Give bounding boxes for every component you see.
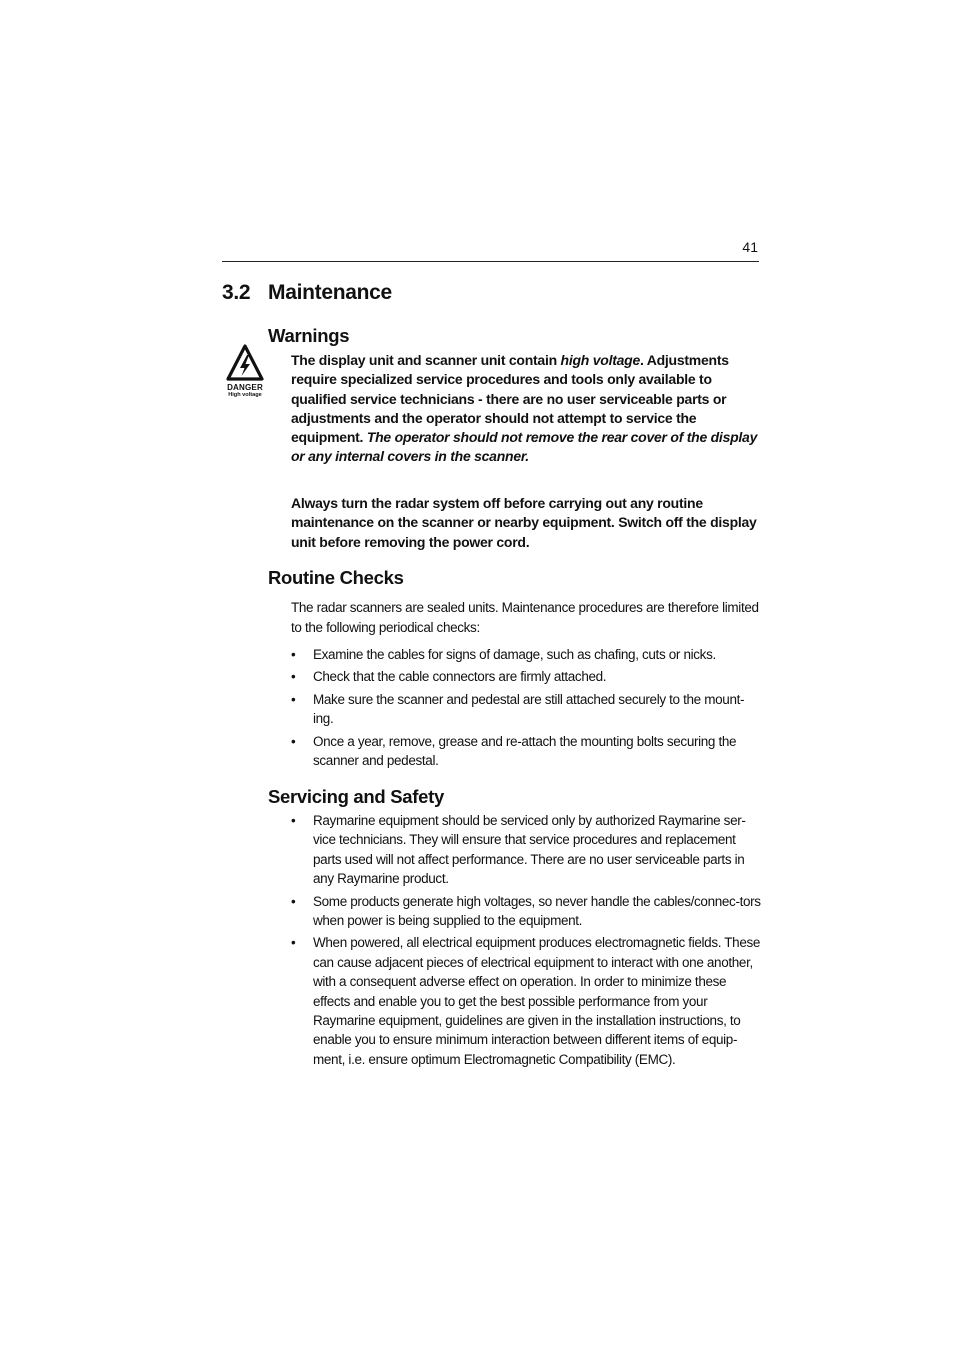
list-item: • When powered, all electrical equipment produces electromagnetic fields. These can cause adjacent pieces of electrical equipment to interact with one another, with a consequent adverse effect on operation. In order to minimize these effects and enable you to get the best possible performance from your Raymarine equipment, guidelines are given in the installation instructions, to enable you to ensure minimum interaction between different items of equip-ment, i.e. ensure optimum Electromagnetic Compatibility (EMC). — [291, 933, 761, 1069]
section-title-text: Maintenance — [268, 281, 392, 304]
warning-emphasis: high voltage — [560, 352, 640, 368]
warning-emphasis: The operator should not remove the rear cover of the display or any internal covers in the scanner. — [291, 429, 758, 465]
warnings-heading: Warnings — [268, 325, 350, 346]
section-title — [222, 281, 392, 305]
routine-checks-heading: Routine Checks — [268, 567, 404, 588]
high-voltage-label: High voltage — [228, 392, 262, 398]
list-item: • Once a year, remove, grease and re-attach the mounting bolts securing the scanner and pedestal. — [291, 732, 761, 771]
list-item: • Some products generate high voltages, so never handle the cables/connec-tors when power is being supplied to the equipment. — [291, 892, 761, 931]
warning-paragraph-2: Always turn the radar system off before carrying out any routine maintenance on the scanner or nearby equipment. Switch off the display unit before removing the power cord. — [291, 495, 757, 550]
header-rule — [222, 261, 759, 262]
routine-checks-list — [291, 645, 761, 773]
servicing-safety-heading: Servicing and Safety — [268, 786, 444, 807]
danger-label: DANGER — [227, 383, 263, 392]
routine-checks-intro: The radar scanners are sealed units. Maintenance procedures are therefore limited to the following periodical checks: — [291, 600, 759, 635]
servicing-safety-list — [291, 811, 761, 1072]
list-item: • Raymarine equipment should be serviced only by authorized Raymarine ser-vice technicians. They will ensure that service procedures and replacement parts used will not affect performance. There are no user serviceable parts in any Raymarine product. — [291, 811, 761, 889]
warning-text: The display unit and scanner unit contain — [291, 352, 561, 368]
warning-paragraph-1 — [291, 351, 763, 467]
page-number: 41 — [742, 239, 758, 255]
section-number: 3.2 — [222, 281, 251, 304]
list-item: • Examine the cables for signs of damage, such as chafing, cuts or nicks. — [291, 645, 761, 664]
warning-text: . Adjustments require specialized service procedures and tools only available to qualified service technicians - there are no user serviceable parts or adjustments and the operator should not attempt to service the equipment. — [291, 352, 729, 446]
list-item: • Check that the cable connectors are firmly attached. — [291, 667, 761, 686]
list-item: • Make sure the scanner and pedestal are still attached securely to the mount-ing. — [291, 690, 761, 729]
high-voltage-danger-icon — [222, 343, 268, 401]
